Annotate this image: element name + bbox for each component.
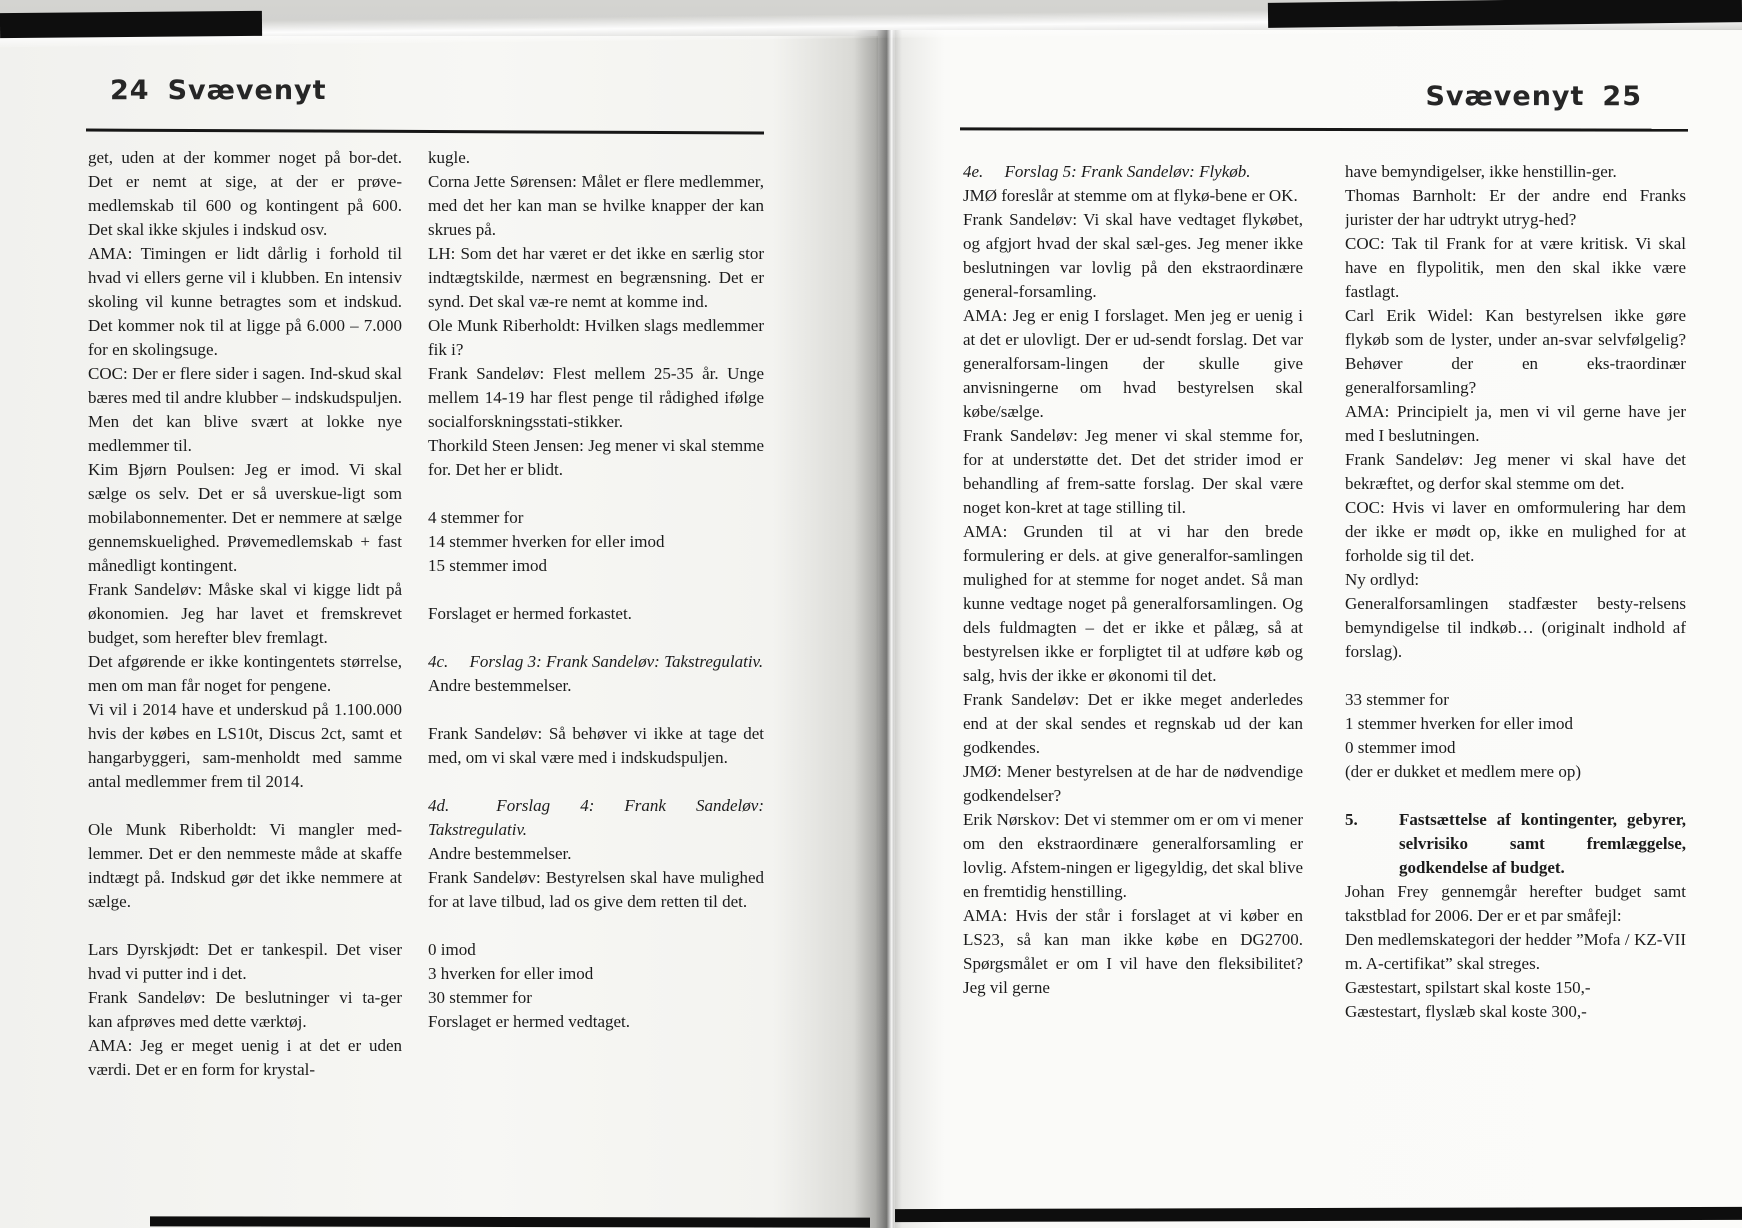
paragraph-text: AMA: Timingen er lidt dårlig i forhold til hvad vi ellers gerne vil i klubben. En intensiv skoling vil kunne betragtes som et indskud. Det kommer nok til at ligge på 6.000 – 7.000 for en skolingsuge. [88, 244, 402, 359]
paragraph [428, 866, 764, 914]
paragraph [88, 578, 402, 650]
paragraph-text: Andre bestemmelser. [428, 844, 572, 863]
paragraph [1345, 976, 1686, 1000]
paragraph-text: Generalforsamlingen stadfæster besty-relsens bemyndigelse til indkøb… (originalt indhold af forslag). [1345, 594, 1686, 661]
scan-edge-artifact-top-left [0, 11, 262, 38]
paragraph [1345, 736, 1686, 760]
paragraph [1345, 184, 1686, 232]
paragraph [1345, 568, 1686, 592]
paragraph-text: Ole Munk Riberholdt: Vi mangler med-lemmer. Det er den nemmeste måde at skaffe indtægt på. Indskud gør det ikke nemmere at sælge. [88, 820, 402, 911]
paragraph-text: AMA: Jeg er enig I forslaget. Men jeg er uenig i at det er ulovligt. Der er ud-sendt forslag. Det var generalforsam-lingen der skulle give anvisningerne om hvad bestyrelsen skal købe/sælge. [963, 306, 1303, 421]
paragraph [1345, 496, 1686, 568]
paragraph [963, 808, 1303, 904]
paragraph-text: 1 stemmer hverken for eller imod [1345, 714, 1574, 733]
paragraph-text: AMA: Hvis der står i forslaget at vi køber en LS23, så kan man ikke købe en DG2700. Spørgsmålet er om I vil have den fleksibilitet? Jeg vil gerne [963, 906, 1303, 997]
paragraph [88, 986, 402, 1034]
paragraph [428, 698, 764, 722]
paragraph-text: Erik Nørskov: Det vi stemmer om er om vi mener om den ekstraordinære generalforsamling er lovlig. Afstem-ningen er ligegyldig, det skal blive en fremtidig henstilling. [963, 810, 1303, 901]
paragraph-text: Frank Sandeløv: De beslutninger vi ta-ger kan afprøves med dette værktøj. [88, 988, 402, 1031]
paragraph [428, 578, 764, 602]
paragraph [428, 794, 764, 842]
paragraph-text: Andre bestemmelser. [428, 676, 572, 695]
paragraph [428, 146, 764, 170]
paragraph [1345, 304, 1686, 400]
paragraph [88, 242, 402, 362]
paragraph [428, 770, 764, 794]
paragraph-text: Johan Frey gennemgår herefter budget samt takstblad for 2006. Der er et par småfejl: [1345, 882, 1686, 925]
paragraph-text: AMA: Grunden til at vi har den brede formulering er dels. at give generalfor-samlingen mulighed for at stemme for noget andet. Så man kunne vedtage noget på generalforsamlingen. Og dels fuldmagten – det er ikke et pålæg, så at bestyrelsen ikke er forpligtet til at udføre køb og salg, hvis der ikke er økonomi til det. [963, 522, 1303, 685]
paragraph-text: COC: Der er flere sider i sagen. Ind-skud skal bæres med til andre klubber – indskudspuljen. Men det kan blive svært at lokke nye medlemmer til. [88, 364, 402, 455]
paragraph-text: 14 stemmer hverken for eller imod [428, 532, 665, 551]
right-page-column-1 [963, 160, 1303, 1195]
left-page-column-2 [428, 146, 764, 1191]
paragraph [963, 424, 1303, 520]
paragraph [88, 146, 402, 242]
paragraph [88, 914, 402, 938]
paragraph [428, 674, 764, 698]
paragraph-text: 3 hverken for eller imod [428, 964, 594, 983]
page-header-right [1250, 82, 1642, 112]
scan-edge-artifact-bottom-left [150, 1216, 870, 1227]
scan-edge-artifact-bottom-right [895, 1207, 1742, 1222]
paragraph-text: Thomas Barnholt: Er der andre end Franks jurister der har udtrykt utryg-hed? [1345, 186, 1686, 229]
paragraph-text: get, uden at der kommer noget på bor-det. Det er nemt at sige, at der er prøve-medlemskab til 600 og kontingent på 600. Det skal ikke skjules i indskud osv. [88, 148, 402, 239]
paragraph-text: Carl Erik Widel: Kan bestyrelsen ikke gøre flykøb som de lyster, under an-svar selvfølgelig? Behøver der en eks-traordinær generalforsamling? [1345, 306, 1686, 397]
paragraph [1345, 448, 1686, 496]
paragraph-text: 4d. Forslag 4: Frank Sandeløv: Takstregulativ. [428, 796, 764, 839]
paragraph-text: 30 stemmer for [428, 988, 532, 1007]
paragraph [1345, 808, 1686, 880]
paragraph [963, 520, 1303, 688]
paragraph [428, 914, 764, 938]
paragraph [428, 170, 764, 242]
paragraph-text: Frank Sandeløv: Måske skal vi kigge lidt på økonomien. Jeg har lavet et fremskrevet budget, som herefter blev fremlagt. [88, 580, 402, 647]
page-header-left [110, 76, 327, 106]
paragraph [963, 904, 1303, 1000]
paragraph-text: (der er dukket et medlem mere op) [1345, 762, 1582, 781]
paragraph [1345, 400, 1686, 448]
paragraph-text: COC: Hvis vi laver en omformulering har dem der ikke er mødt op, ikke en mulighed for at forholde sig til det. [1345, 498, 1686, 565]
paragraph [1345, 880, 1686, 928]
paragraph [428, 482, 764, 506]
paragraph-text: Ole Munk Riberholdt: Hvilken slags medlemmer fik i? [428, 316, 764, 359]
paragraph-text: 4e. Forslag 5: Frank Sandeløv: Flykøb. [963, 162, 1251, 181]
paragraph [963, 184, 1303, 208]
paragraph [428, 650, 764, 674]
paragraph [1345, 160, 1686, 184]
paragraph-text: COC: Tak til Frank for at være kritisk. Vi skal have en flypolitik, men den skal ikke være fastlagt. [1345, 234, 1686, 301]
paragraph [428, 1010, 764, 1034]
paragraph [1345, 592, 1686, 664]
paragraph-text: Frank Sandeløv: Vi skal have vedtaget flykøbet, og afgjort hvad der skal sæl-ges. Jeg mener ikke beslutningen var lovlig på den ekstraordinære general-forsamling. [963, 210, 1303, 301]
paragraph [428, 962, 764, 986]
paragraph [428, 434, 764, 482]
paragraph-text: Fastsættelse af kontingenter, gebyrer, selvrisiko samt fremlæggelse, godkendelse af budget. [1399, 810, 1686, 877]
paragraph [88, 362, 402, 458]
paragraph-text: Gæstestart, spilstart skal koste 150,- [1345, 978, 1591, 997]
paragraph-text: Det afgørende er ikke kontingentets størrelse, men om man får noget for pengene. [88, 652, 402, 695]
paragraph [428, 626, 764, 650]
paragraph [428, 530, 764, 554]
paragraph [1345, 760, 1686, 784]
paragraph-text: 15 stemmer imod [428, 556, 547, 575]
right-page-column-2 [1345, 160, 1686, 1195]
paragraph-text: LH: Som det har været er det ikke en særlig stor indtægtskilde, nærmest en begrænsning. Det er synd. Det skal væ-re nemt at komme ind. [428, 244, 764, 311]
paragraph [88, 458, 402, 578]
paragraph [428, 362, 764, 434]
paragraph-text: Vi vil i 2014 have et underskud på 1.100.000 hvis der købes en LS10t, Discus 2ct, samt et hangarbyggeri, sam-menholdt med samme antal medlemmer frem til 2014. [88, 700, 402, 791]
paragraph-text: Ny ordlyd: [1345, 570, 1420, 589]
paragraph [963, 160, 1303, 184]
paragraph [1345, 784, 1686, 808]
paragraph-text: Frank Sandeløv: Det er ikke meget anderledes end at der skal sendes et regnskab ud der kan godkendes. [963, 690, 1303, 757]
paragraph-text: Corna Jette Sørensen: Målet er flere medlemmer, med det her kan man se hvilke knapper der kan skrues på. [428, 172, 764, 239]
page-number: 25 [1602, 81, 1642, 112]
paragraph-text: Frank Sandeløv: Flest mellem 25-35 år. Unge mellem 14-19 har flest penge til rådighed ifølge socialforskningsstati-stikker. [428, 364, 764, 431]
paragraph-text: Frank Sandeløv: Jeg mener vi skal stemme for, for at understøtte det. Det det strider imod er behandling af frem-satte forslag. Der skal være noget kon-kret at tage stilling til. [963, 426, 1303, 517]
paragraph-text: kugle. [428, 148, 471, 167]
paragraph [88, 818, 402, 914]
paragraph-text: Frank Sandeløv: Så behøver vi ikke at tage det med, om vi skal være med i indskudspuljen. [428, 724, 764, 767]
paragraph [88, 938, 402, 986]
paragraph [428, 986, 764, 1010]
paragraph [963, 688, 1303, 760]
paragraph-text: Frank Sandeløv: Jeg mener vi skal have det bekræftet, og derfor skal stemme om det. [1345, 450, 1686, 493]
paragraph-text: Frank Sandeløv: Bestyrelsen skal have mulighed for at lave tilbud, lad os give dem retten til det. [428, 868, 764, 911]
paragraph-text: 33 stemmer for [1345, 690, 1449, 709]
paragraph [88, 794, 402, 818]
paragraph [428, 242, 764, 314]
left-page-column-1 [88, 146, 402, 1191]
paragraph-text: 0 imod [428, 940, 476, 959]
paragraph-text: 0 stemmer imod [1345, 738, 1456, 757]
page-number: 24 [110, 75, 150, 106]
paragraph-text: Gæstestart, flyslæb skal koste 300,- [1345, 1002, 1587, 1021]
paragraph-text: 4c. Forslag 3: Frank Sandeløv: Takstregulativ. [428, 652, 764, 671]
paragraph [88, 650, 402, 698]
paragraph [1345, 664, 1686, 688]
paragraph [1345, 928, 1686, 976]
paragraph [963, 760, 1303, 808]
paragraph-text: JMØ: Mener bestyrelsen at de har de nødvendige godkendelser? [963, 762, 1303, 805]
paragraph [88, 698, 402, 794]
paragraph-text: JMØ foreslår at stemme om at flykø-bene er OK. [963, 186, 1298, 205]
paragraph-text: have bemyndigelser, ikke henstillin-ger. [1345, 162, 1617, 181]
page-gutter-shadow [854, 30, 902, 1228]
paragraph [1345, 688, 1686, 712]
paragraph-text: AMA: Principielt ja, men vi vil gerne have jer med I beslutningen. [1345, 402, 1686, 445]
paragraph-text: 4 stemmer for [428, 508, 524, 527]
paragraph [428, 938, 764, 962]
magazine-title: Svævenyt [1425, 81, 1585, 112]
paragraph [88, 1034, 402, 1082]
item-number: 5. [1345, 810, 1358, 829]
paragraph [428, 602, 764, 626]
paragraph [963, 208, 1303, 304]
paragraph-text: Forslaget er hermed vedtaget. [428, 1012, 631, 1031]
paragraph [1345, 712, 1686, 736]
magazine-title: Svævenyt [167, 75, 327, 106]
paragraph [1345, 232, 1686, 304]
paragraph-text: Den medlemskategori der hedder ”Mofa / KZ-VII m. A-certifikat” skal streges. [1345, 930, 1686, 973]
paragraph [428, 842, 764, 866]
paragraph-text: AMA: Jeg er meget uenig i at det er uden værdi. Det er en form for krystal- [88, 1036, 402, 1079]
paragraph-text: Thorkild Steen Jensen: Jeg mener vi skal stemme for. Det her er blidt. [428, 436, 764, 479]
paragraph-text: Forslaget er hermed forkastet. [428, 604, 632, 623]
paragraph [428, 722, 764, 770]
paragraph-text: Lars Dyrskjødt: Det er tankespil. Det viser hvad vi putter ind i det. [88, 940, 402, 983]
paragraph-text: Kim Bjørn Poulsen: Jeg er imod. Vi skal sælge os selv. Det er så uverskue-ligt som mobilabonnementer. Det er nemmere at sælge gennemskuelighed. Prøvemedlemskab + fast månedligt kontingent. [88, 460, 402, 575]
paragraph [963, 304, 1303, 424]
paragraph [1345, 1000, 1686, 1024]
paragraph [428, 506, 764, 530]
paragraph [428, 554, 764, 578]
paragraph [428, 314, 764, 362]
